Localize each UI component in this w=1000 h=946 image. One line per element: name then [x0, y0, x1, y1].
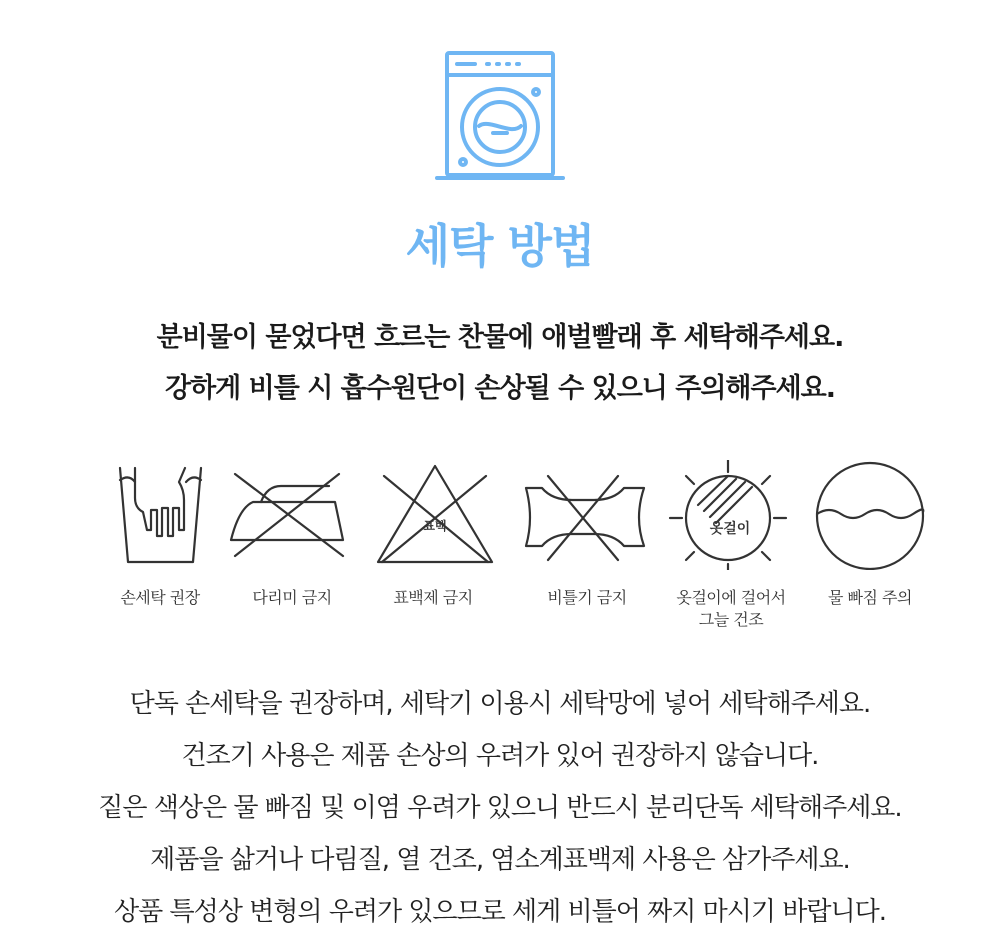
- note-line: 제품을 삶거나 다림질, 열 건조, 염소계표백제 사용은 삼가주세요.: [150, 845, 850, 875]
- warning-text: 분비물이 묻었다면 흐르는 찬물에 애벌빨래 후 세탁해주세요.: [156, 322, 844, 353]
- hanger-mark-text: 옷걸이: [709, 521, 751, 537]
- note-line: 단독 손세탁을 권장하며, 세탁기 이용시 세탁망에 넣어 세탁해주세요.: [129, 689, 871, 719]
- symbol-label: 물 빠짐 주의: [828, 588, 912, 607]
- symbol-label: 비틀기 금지: [547, 588, 627, 607]
- washing-machine-icon: [435, 50, 565, 182]
- page-title: 세탁 방법: [405, 219, 595, 273]
- symbol-label: 손세탁 권장: [120, 588, 200, 607]
- no-iron-icon: [225, 460, 355, 570]
- symbol-label: [651, 587, 811, 631]
- bleach-mark-text: 표백: [423, 519, 447, 533]
- care-notes: [0, 678, 1000, 938]
- symbol-label-line: 그늘 건조: [698, 610, 764, 629]
- color-bleed-icon: [805, 460, 935, 570]
- no-wring-icon: [518, 460, 648, 570]
- warning-text: 강하게 비틀 시 흡수원단이 손상될 수 있으니 주의해주세요.: [164, 373, 836, 404]
- symbol-label-line: 옷걸이에 걸어서: [676, 588, 786, 607]
- symbol-label: 표백제 금지: [393, 588, 473, 607]
- note-line: 짙은 색상은 물 빠짐 및 이염 우려가 있으니 반드시 분리단독 세탁해주세요.: [98, 793, 902, 823]
- note-line: 상품 특성상 변형의 우려가 있으므로 세게 비틀어 짜지 마시기 바랍니다.: [113, 897, 886, 927]
- note-line: 건조기 사용은 제품 손상의 우려가 있어 권장하지 않습니다.: [181, 741, 819, 771]
- no-bleach-icon: [370, 460, 500, 570]
- hang-dry-shade-icon: [668, 460, 798, 570]
- symbol-label: 다리미 금지: [252, 588, 332, 607]
- hand-wash-icon: [95, 460, 225, 570]
